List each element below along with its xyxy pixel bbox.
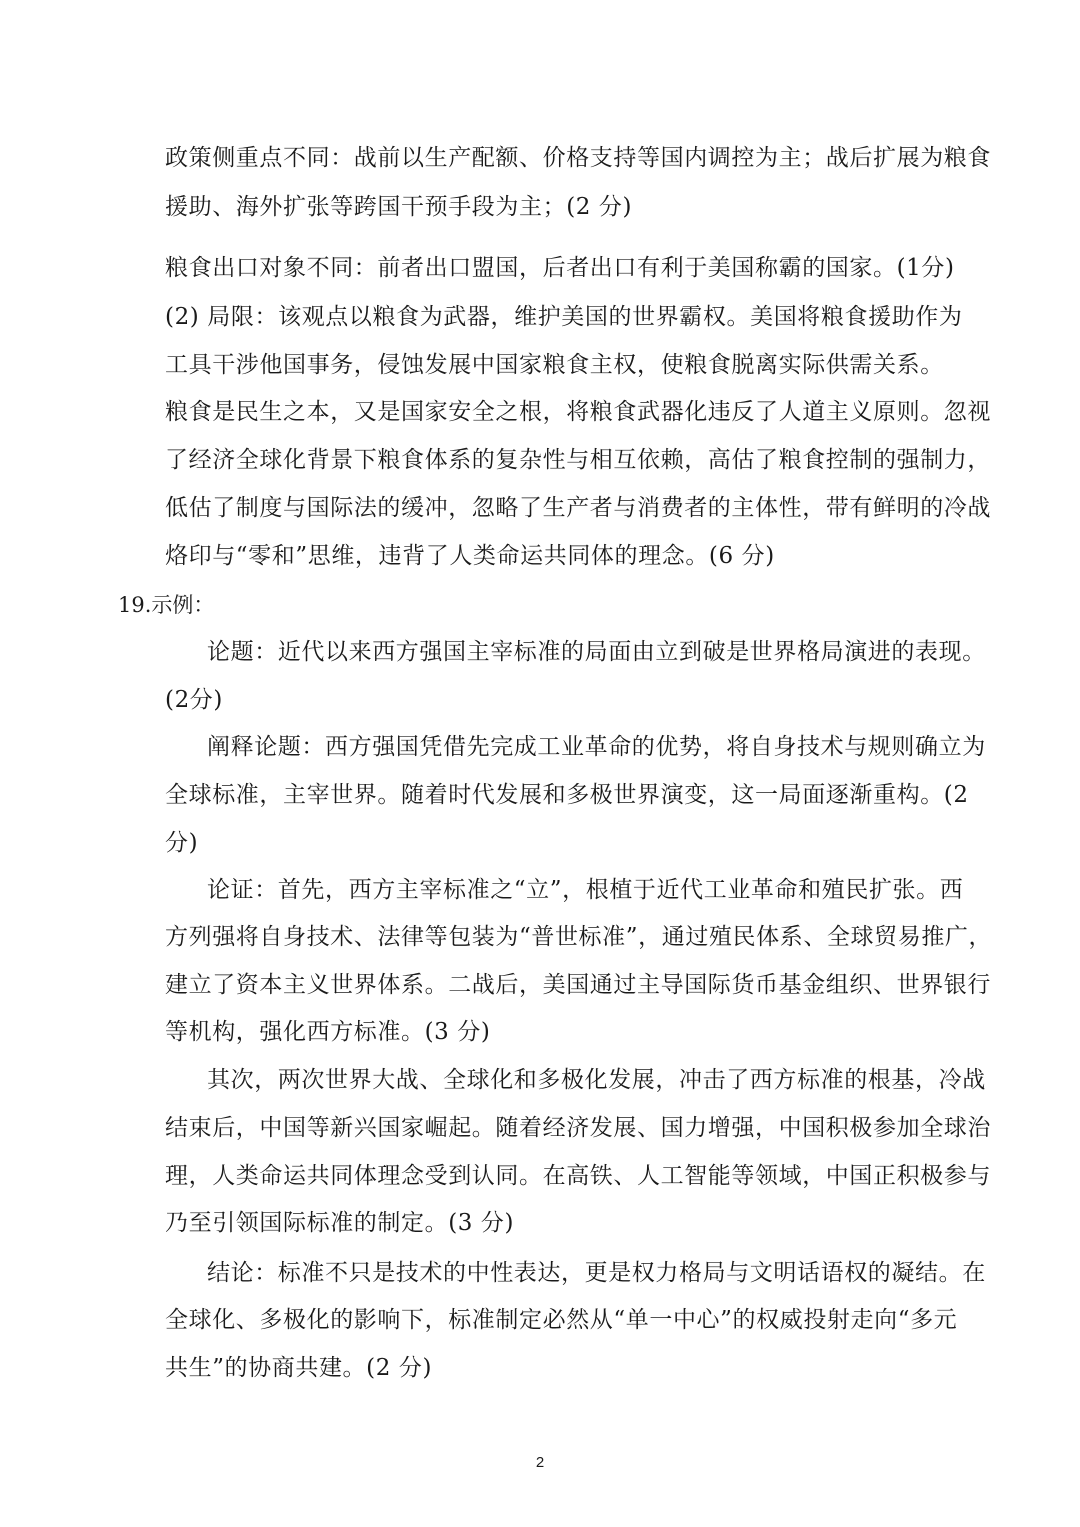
text-line: (2) 局限：该观点以粮食为武器，维护美国的世界霸权。美国将粮食援助作为: [165, 304, 963, 330]
text-line: 建立了资本主义世界体系。二战后，美国通过主导国际货币基金组织、世界银行: [165, 972, 991, 998]
text-line: 等机构，强化西方标准。(3 分): [165, 1019, 491, 1045]
text-line: 阐释论题：西方强国凭借先完成工业革命的优势，将自身技术与规则确立为: [207, 734, 986, 760]
text-line: 全球标准，主宰世界。随着时代发展和多极世界演变，这一局面逐渐重构。(2: [165, 782, 969, 808]
text-line: 论题：近代以来西方强国主宰标准的局面由立到破是世界格局演进的表现。: [207, 639, 986, 665]
text-line: 援助、海外扩张等跨国干预手段为主；(2 分): [165, 194, 633, 220]
text-line: 方列强将自身技术、法律等包装为“普世标准”，通过殖民体系、全球贸易推广，: [165, 924, 993, 950]
text-line: 乃至引领国际标准的制定。(3 分): [165, 1210, 515, 1236]
text-line: 结束后，中国等新兴国家崛起。随着经济发展、国力增强，中国积极参加全球治: [165, 1115, 991, 1141]
text-line: 理，人类命运共同体理念受到认同。在高铁、人工智能等领域，中国正积极参与: [165, 1163, 991, 1189]
text-line: 其次，两次世界大战、全球化和多极化发展，冲击了西方标准的根基，冷战: [207, 1067, 986, 1093]
text-line: 粮食出口对象不同：前者出口盟国，后者出口有利于美国称霸的国家。(1分): [165, 255, 955, 281]
text-line: 分): [165, 830, 199, 856]
text-line: 了经济全球化背景下粮食体系的复杂性与相互依赖，高估了粮食控制的强制力，: [165, 447, 991, 473]
text-line: 论证：首先，西方主宰标准之“立”，根植于近代工业革命和殖民扩张。西: [207, 877, 964, 903]
text-line: 工具干涉他国事务，侵蚀发展中国家粮食主权，使粮食脱离实际供需关系。: [165, 352, 944, 378]
text-line: 政策侧重点不同：战前以生产配额、价格支持等国内调控为主；战后扩展为粮食: [165, 145, 991, 171]
text-line: 全球化、多极化的影响下，标准制定必然从“单一中心”的权威投射走向“多元: [165, 1307, 958, 1333]
text-line: (2分): [165, 687, 223, 713]
text-line: 结论：标准不只是技术的中性表达，更是权力格局与文明话语权的凝结。在: [207, 1260, 986, 1286]
text-line: 低估了制度与国际法的缓冲，忽略了生产者与消费者的主体性，带有鲜明的冷战: [165, 495, 991, 521]
text-line: 共生”的协商共建。(2 分): [165, 1355, 433, 1381]
text-line: 粮食是民生之本，又是国家安全之根，将粮食武器化违反了人道主义原则。忽视: [165, 399, 991, 425]
page-number: 2: [535, 1454, 545, 1471]
text-line: 烙印与“零和”思维，违背了人类命运共同体的理念。(6 分): [165, 543, 775, 569]
question-number: 19.示例：: [118, 593, 215, 617]
